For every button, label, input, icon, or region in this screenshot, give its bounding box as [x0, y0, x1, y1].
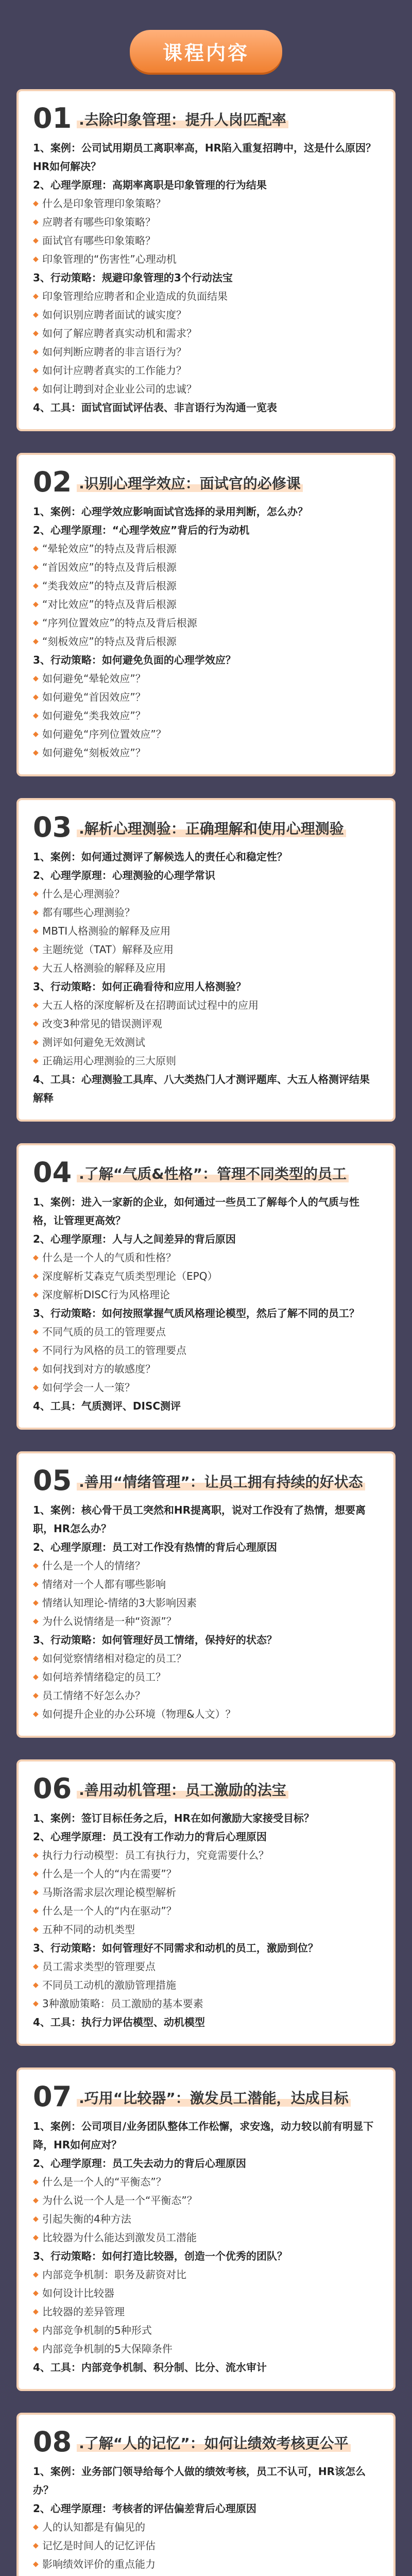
section-bullet-item: ◆ 内部竞争机制的5大保障条件: [33, 2340, 379, 2358]
section-title: .巧用“比较器”：激发员工潜能，达成目标: [77, 2090, 350, 2107]
section-point: 4、工具：执行力评估模型、动机模型: [33, 2016, 205, 2028]
section-point: 2、心理学原理：考核者的评估偏差背后心理原因: [33, 2502, 256, 2515]
section-bullet-item: ◆ 如何避免“类我效应”？: [33, 706, 379, 725]
section-point: 1、案例：签订目标任务之后，HR在如何激励大家接受目标？: [33, 1812, 315, 1824]
section-header: [33, 102, 379, 134]
section-bullet-item: ◆ 比较器的差异管理: [33, 2302, 379, 2321]
section-bullet-item: ◆ “首因效应”的特点及背后根源: [33, 558, 379, 577]
section-point: [33, 2573, 379, 2576]
course-content-list: [16, 89, 396, 2576]
section-bullet-item: ◆ 如何觉察情绪相对稳定的员工？: [33, 1649, 379, 1668]
section-bullet-item: ◆ 五种不同的动机类型: [33, 1920, 379, 1939]
section-number: 05: [33, 1464, 72, 1497]
section-bullet-item: ◆ 如何了解应聘者真实动机和需求？: [33, 324, 379, 343]
section-bullet-item: ◆ 正确运用心理测验的三大原则: [33, 1052, 379, 1070]
section-point: 4、工具：心理测验工具库、八大类热门人才测评题库、大五人格测评结果解释: [33, 1073, 370, 1104]
section-bullet-item: ◆ 引起失衡的4种方法: [33, 2210, 379, 2228]
section-bullet-item: ◆ 深度解析DISC行为风格理论: [33, 1285, 379, 1304]
section-bullet-item: ◆ 什么是心理测验？: [33, 885, 379, 903]
section-bullet-item: ◆ 印象管理的“伤害性”心理动机: [33, 250, 379, 268]
header: [16, 30, 396, 73]
section-bullet-item: ◆ 什么是一个人的“内在驱动”？: [33, 1902, 379, 1920]
section-bullet-item: ◆ 大五人格测验的解释及应用: [33, 959, 379, 977]
section-bullet-item: ◆ 改变3种常见的错误测评观: [33, 1014, 379, 1033]
section-number: 04: [33, 1156, 72, 1189]
section-point: 3、行动策略：如何管理好不同需求和动机的员工，激励到位？: [33, 1942, 318, 1954]
section-bullet-item: ◆ MBTI人格测验的解释及应用: [33, 922, 379, 940]
section-title: .识别心理学效应：面试官的必修课: [77, 475, 303, 492]
section-bullet-item: ◆ 如何避免“刻板效应”？: [33, 743, 379, 762]
section-bullet-item: ◆ “对比效应”的特点及背后根源: [33, 595, 379, 614]
section-bullet-item: ◆ 什么是一个人的“平衡态”？: [33, 2173, 379, 2191]
section-title: .善用动机管理：员工激励的法宝: [77, 1782, 288, 1799]
page-title: 课程内容: [130, 30, 282, 73]
section-bullet-item: ◆ 为什么说情绪是一种“资源”？: [33, 1612, 379, 1631]
section-bullet-item: ◆ 如何让聘到对企业业公司的忠诚？: [33, 380, 379, 398]
section-number: 06: [33, 1772, 72, 1805]
section-bullet-item: ◆ 什么是一个人的情绪？: [33, 1556, 379, 1575]
section-point: 3、行动策略：如何打造比较器，创造一个优秀的团队？: [33, 2250, 287, 2262]
section-bullet-item: ◆ 3种激励策略：员工激励的基本要素: [33, 1994, 379, 2013]
section-bullet-item: ◆ 为什么说一个人是一个“平衡态”？: [33, 2191, 379, 2210]
section-card: [16, 798, 396, 1122]
section-point: 2、心理学原理：高期率离职是印象管理的行为结果: [33, 179, 267, 191]
section-bullet-item: ◆ 不同员工动机的激励管理措施: [33, 1976, 379, 1994]
section-bullet-item: ◆ 如何判断应聘者的非言语行为？: [33, 343, 379, 361]
section-bullet-item: ◆ 面试官有哪些印象策略？: [33, 231, 379, 250]
section-point: 1、案例：业务部门领导给每个人做的绩效考核，员工不认可，HR该怎么办？: [33, 2465, 366, 2496]
section-point: 1、案例：进入一家新的企业，如何通过一些员工了解每个人的气质与性格，让管理更高效？: [33, 1196, 359, 1227]
section-point: 3、行动策略：如何正确看待和应用人格测验？: [33, 980, 246, 993]
section-header: [33, 468, 379, 496]
section-bullet-item: ◆ 不同行为风格的员工的管理要点: [33, 1341, 379, 1360]
section-header: [33, 1464, 379, 1497]
section-number: 08: [33, 2426, 72, 2458]
section-bullet-item: ◆ 如何设计比较器: [33, 2284, 379, 2302]
section-point: 3、行动策略：规避印象管理的3个行动法宝: [33, 272, 233, 284]
section-header: [33, 1156, 379, 1189]
section-card: [16, 453, 396, 776]
section-point: 4、工具：气质测评、DISC测评: [33, 1400, 181, 1412]
section-number: 01: [33, 102, 72, 134]
section-bullet-item: ◆ 测评如何避免无效测试: [33, 1033, 379, 1052]
section-bullet-item: ◆ “刻板效应”的特点及背后根源: [33, 632, 379, 651]
section-bullet-item: ◆ 应聘者有哪些印象策略？: [33, 213, 379, 231]
section-bullet-item: ◆ “晕轮效应”的特点及背后根源: [33, 539, 379, 558]
section-bullet-item: ◆ 如何避免“序列位置效应”？: [33, 725, 379, 743]
section-card: [16, 2067, 396, 2391]
section-bullet-item: ◆ 如何避免“晕轮效应”？: [33, 669, 379, 688]
section-title: .去除印象管理：提升人岗匹配率: [77, 111, 288, 128]
section-bullet-item: ◆ 如何找到对方的敏感度？: [33, 1360, 379, 1378]
section-point: 1、案例：如何通过测评了解候选人的责任心和稳定性？: [33, 851, 287, 863]
section-bullet-item: ◆ 记忆是时间人的记忆评估: [33, 2536, 379, 2555]
section-header: [33, 1772, 379, 1805]
section-point: 4、工具：面试官面试评估表、非言语行为沟通一览表: [33, 401, 277, 414]
section-bullet-item: ◆ 情绪认知理论-情绪的3大影响因素: [33, 1594, 379, 1612]
section-point: 2、心理学原理：人与人之间差异的背后原因: [33, 1233, 236, 1245]
section-card: [16, 1759, 396, 2046]
section-point: 1、案例：公司项目/业务团队整体工作松懈，求安逸，动力较以前有明显下降，HR如何应对？: [33, 2120, 374, 2151]
section-bullet-item: ◆ 员工情绪不好怎么办？: [33, 1686, 379, 1705]
section-bullet-item: ◆ 如何识别应聘者面试的诚实度？: [33, 306, 379, 324]
section-bullet-item: ◆ 什么是印象管理印象策略？: [33, 194, 379, 213]
section-bullet-item: ◆ 马斯洛需求层次理论模型解析: [33, 1883, 379, 1902]
section-bullet-item: ◆ 深度解析艾森克气质类型理论（EPQ）: [33, 1267, 379, 1285]
section-title: .了解“气质&性格”：管理不同类型的员工: [77, 1165, 349, 1182]
section-bullet-item: ◆ 不同气质的员工的管理要点: [33, 1323, 379, 1341]
section-point: 3、行动策略：如何按照掌握气质风格理论模型，然后了解不同的员工？: [33, 1307, 359, 1319]
section-title: .解析心理测验：正确理解和使用心理测验: [77, 820, 346, 837]
section-card: [16, 2413, 396, 2576]
section-card: [16, 89, 396, 431]
section-point: 2、心理学原理：“心理学效应”背后的行为动机: [33, 524, 250, 536]
section-bullet-item: ◆ 印象管理给应聘者和企业造成的负面结果: [33, 287, 379, 306]
section-point: 1、案例：公司试用期员工离职率高，HR陷入重复招聘中，这是什么原因？HR如何解决？: [33, 142, 376, 173]
section-bullet-item: ◆ 员工需求类型的管理要点: [33, 1957, 379, 1976]
section-bullet-item: ◆ 如何提升企业的办公环境（物理&人文）？: [33, 1705, 379, 1723]
section-bullet-item: ◆ 大五人格的深度解析及在招聘面试过程中的应用: [33, 996, 379, 1014]
section-bullet-item: ◆ 都有哪些心理测验？: [33, 903, 379, 922]
section-bullet-item: ◆ 情绪对一个人都有哪些影响: [33, 1575, 379, 1594]
section-bullet-item: ◆ 什么是一个人的气质和性格？: [33, 1248, 379, 1267]
section-bullet-item: ◆ “类我效应”的特点及背后根源: [33, 577, 379, 595]
section-header: [33, 2080, 379, 2113]
section-title: .了解“人的记忆”：如何让绩效考核更公平: [77, 2435, 350, 2452]
section-card: [16, 1143, 396, 1430]
section-bullet-item: ◆ 如何计应聘者真实的工作能力？: [33, 361, 379, 380]
section-bullet-item: ◆ 比较器为什么能达到激发员工潜能: [33, 2228, 379, 2247]
section-bullet-item: ◆ 执行力行动模型：员工有执行力，究竟需要什么？: [33, 1846, 379, 1865]
section-bullet-item: ◆ 内部竞争机制：职务及薪资对比: [33, 2265, 379, 2284]
section-header: [33, 2428, 379, 2456]
section-point: 2、心理学原理：心理测验的心理学常识: [33, 869, 215, 882]
section-card: [16, 1451, 396, 1738]
section-number: 03: [33, 811, 72, 843]
section-bullet-item: ◆ 内部竞争机制的5种形式: [33, 2321, 379, 2340]
section-point: 2、心理学原理：员工没有工作动力的背后心理原因: [33, 1831, 267, 1843]
section-bullet-item: ◆ 什么是一个人的“内在需要”？: [33, 1865, 379, 1883]
section-title: .善用“情绪管理”：让员工拥有持续的好状态: [77, 1473, 365, 1490]
section-point: 2、心理学原理：员工对工作没有热情的背后心理原因: [33, 1541, 277, 1553]
section-number: 07: [33, 2080, 72, 2113]
section-number: 02: [33, 466, 72, 498]
section-bullet-item: ◆ 人的认知都是有偏见的: [33, 2518, 379, 2536]
section-point: 3、行动策略：如何避免负面的心理学效应？: [33, 654, 236, 666]
section-bullet-item: ◆ “序列位置效应”的特点及背后根源: [33, 614, 379, 632]
section-point: 1、案例：核心骨干员工突然和HR提离职，说对工作没有了热情，想要离职，HR怎么办？: [33, 1504, 366, 1535]
section-bullet-item: ◆ 如何培养情绪稳定的员工？: [33, 1668, 379, 1686]
section-header: [33, 811, 379, 843]
section-point: 2、心理学原理：员工失去动力的背后心理原因: [33, 2157, 246, 2170]
section-bullet-item: ◆ 如何避免“首因效应”？: [33, 688, 379, 706]
section-bullet-item: ◆ 影响绩效评价的重点能力: [33, 2555, 379, 2573]
section-point: 1、案例：心理学效应影响面试官选择的录用判断，怎么办？: [33, 505, 308, 518]
section-point: 4、工具：内部竞争机制、积分制、比分、流水审计: [33, 2361, 267, 2374]
section-bullet-item: ◆ 主题统觉（TAT）解释及应用: [33, 940, 379, 959]
section-bullet-item: ◆ 如何学会一人一策？: [33, 1378, 379, 1397]
section-point: 3、行动策略：如何管理好员工情绪，保持好的状态？: [33, 1634, 277, 1646]
